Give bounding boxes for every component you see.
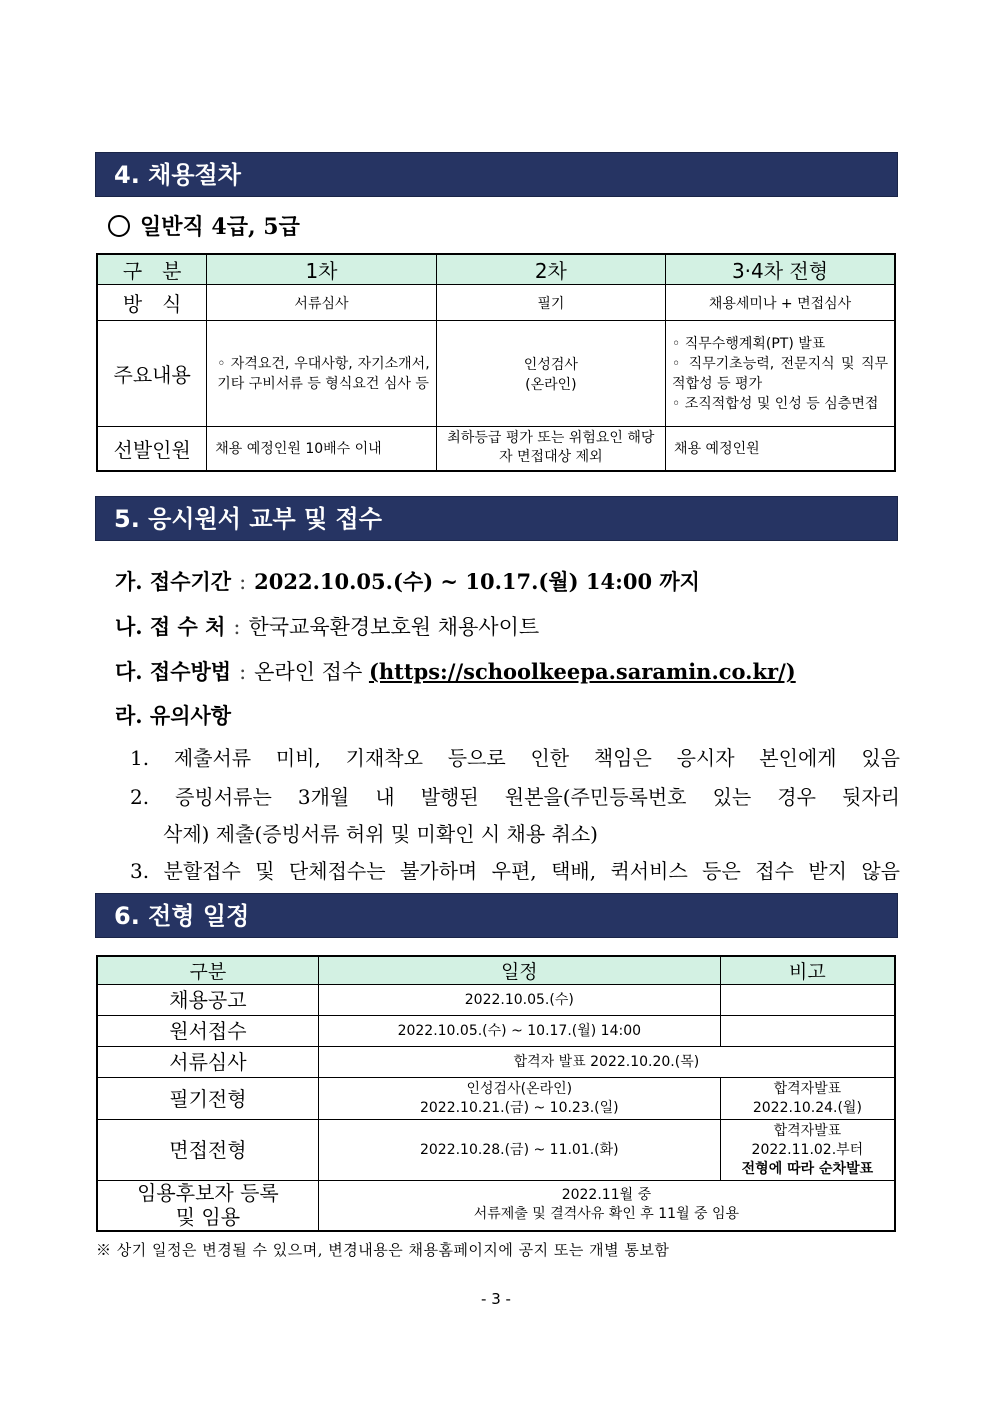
row-label-appointment xyxy=(97,1181,318,1231)
schedule-appointment-line1: 2022.11월 중 xyxy=(561,1187,652,1204)
table-row xyxy=(97,985,895,1016)
subhead-text: 일반직 4급, 5급 xyxy=(140,214,300,240)
separator: : xyxy=(239,660,247,684)
schedule-footnote: ※ 상기 일정은 변경될 수 있으며, 변경내용은 채용홈페이지에 공지 또는 개별 통보함 xyxy=(96,1241,670,1259)
item-period xyxy=(115,566,700,596)
row-label-appointment-line2: 및 임용 xyxy=(175,1205,241,1230)
col-header-category: 구분 xyxy=(97,956,318,985)
procedure-table xyxy=(96,253,896,472)
selection-stage2: 최하등급 평가 또는 위험요인 해당자 면접대상 제외 xyxy=(436,427,665,471)
method-stage2: 필기 xyxy=(436,285,665,321)
note-interview-line1: 합격자발표 xyxy=(773,1122,842,1139)
item-method xyxy=(115,656,796,686)
note-3: 3. 분할접수 및 단체접수는 불가하며 우편, 택배, 퀵서비스 등은 접수 받지 않음 xyxy=(130,859,900,883)
schedule-appointment xyxy=(318,1181,895,1231)
circle-bullet-icon xyxy=(108,215,130,237)
table-row xyxy=(97,427,895,471)
procedure-header-row xyxy=(97,254,895,285)
table-row xyxy=(97,321,895,427)
table-row xyxy=(97,1047,895,1078)
application-site-link[interactable]: (https://schoolkeepa.saramin.co.kr/) xyxy=(368,659,796,684)
row-label-document-review: 서류심사 xyxy=(97,1047,318,1078)
contents-stage1 xyxy=(207,321,436,427)
note-2: 2. 증빙서류는 3개월 내 발행된 원본을(주민등록번호 있는 경우 뒷자리 xyxy=(130,785,900,809)
col-header-stage34: 3·4차 전형 xyxy=(666,254,895,285)
note-2-continued: 삭제) 제출(증빙서류 허위 및 미확인 시 채용 취소) xyxy=(163,822,598,846)
schedule-written-test xyxy=(318,1078,720,1120)
row-label-method: 방 식 xyxy=(97,285,207,321)
row-label-appointment-line1: 임용후보자 등록 xyxy=(137,1181,279,1206)
selection-stage1: 채용 예정인원 10배수 이내 xyxy=(207,427,436,471)
note-1: 1. 제출서류 미비, 기재착오 등으로 인한 책임은 응시자 본인에게 있음 xyxy=(130,746,900,770)
col-header-schedule: 일정 xyxy=(318,956,720,985)
item-period-value: 2022.10.05.(수) ~ 10.17.(월) 14:00 까지 xyxy=(254,569,700,594)
table-row xyxy=(97,1016,895,1047)
contents-stage2-line2: (온라인) xyxy=(525,376,577,393)
note-written-line2: 2022.10.24.(월) xyxy=(752,1099,862,1116)
note-written-test xyxy=(720,1078,895,1120)
item-period-label: 가. 접수기간 xyxy=(115,569,232,594)
table-row xyxy=(97,1181,895,1231)
col-header-stage2: 2차 xyxy=(436,254,665,285)
item-notes xyxy=(115,700,231,730)
item-place-label: 나. 접 수 처 xyxy=(115,614,226,639)
selection-stage34: 채용 예정인원 xyxy=(666,427,895,471)
schedule-application: 2022.10.05.(수) ~ 10.17.(월) 14:00 xyxy=(318,1016,720,1047)
schedule-appointment-line2: 서류제출 및 결격사유 확인 후 11월 중 임용 xyxy=(473,1206,740,1223)
schedule-header-row xyxy=(97,956,895,985)
schedule-announcement: 2022.10.05.(수) xyxy=(318,985,720,1016)
item-place xyxy=(115,611,539,641)
subhead-general-grade xyxy=(108,210,300,241)
note-interview-line2: 2022.11.02.부터 xyxy=(751,1141,864,1158)
item-method-label: 다. 접수방법 xyxy=(115,659,232,684)
section-4-header: 4. 채용절차 xyxy=(95,152,898,197)
item-method-value: 온라인 접수 xyxy=(254,660,363,684)
separator: : xyxy=(233,615,241,639)
note-application xyxy=(720,1016,895,1047)
separator: : xyxy=(239,570,247,594)
schedule-written-line1: 인성검사(온라인) xyxy=(466,1080,573,1097)
schedule-interview: 2022.10.28.(금) ~ 11.01.(화) xyxy=(318,1120,720,1181)
section-5-header: 5. 응시원서 교부 및 접수 xyxy=(95,496,898,541)
row-label-interview: 면접전형 xyxy=(97,1120,318,1181)
table-row xyxy=(97,1078,895,1120)
row-label-contents: 주요내용 xyxy=(97,321,207,427)
note-written-line1: 합격자발표 xyxy=(773,1080,842,1097)
section-6-header: 6. 전형 일정 xyxy=(95,893,898,938)
contents-stage2-line1: 인성검사 xyxy=(523,356,578,373)
col-header-note: 비고 xyxy=(720,956,895,985)
schedule-table xyxy=(96,955,896,1232)
col-header-stage1: 1차 xyxy=(207,254,436,285)
col-header-category: 구 분 xyxy=(97,254,207,285)
item-place-value: 한국교육환경보호원 채용사이트 xyxy=(248,615,540,639)
table-row xyxy=(97,1120,895,1181)
item-notes-label: 라. 유의사항 xyxy=(115,703,232,728)
row-label-announcement: 채용공고 xyxy=(97,985,318,1016)
list-item: ◦ 직무기초능력, 전문지식 및 직무 적합성 등 평가 xyxy=(672,355,888,392)
table-row xyxy=(97,285,895,321)
list-item: ◦ 직무수행계획(PT) 발표 xyxy=(672,335,826,352)
note-interview-line3: 전형에 따라 순차발표 xyxy=(741,1160,874,1177)
page-number: - 3 - xyxy=(481,1290,511,1308)
schedule-document-review: 합격자 발표 2022.10.20.(목) xyxy=(318,1047,895,1078)
note-announcement xyxy=(720,985,895,1016)
list-item: ◦ 자격요건, 우대사항, 자기소개서, 기타 구비서류 등 형식요건 심사 등 xyxy=(217,355,430,392)
method-stage34: 채용세미나 + 면접심사 xyxy=(666,285,895,321)
row-label-written-test: 필기전형 xyxy=(97,1078,318,1120)
schedule-written-line2: 2022.10.21.(금) ~ 10.23.(일) xyxy=(419,1099,619,1116)
row-label-selection: 선발인원 xyxy=(97,427,207,471)
note-interview xyxy=(720,1120,895,1181)
contents-stage2 xyxy=(436,321,665,427)
list-item: ◦ 조직적합성 및 인성 등 심층면접 xyxy=(672,395,879,412)
contents-stage34 xyxy=(666,321,895,427)
row-label-application: 원서접수 xyxy=(97,1016,318,1047)
method-stage1: 서류심사 xyxy=(207,285,436,321)
